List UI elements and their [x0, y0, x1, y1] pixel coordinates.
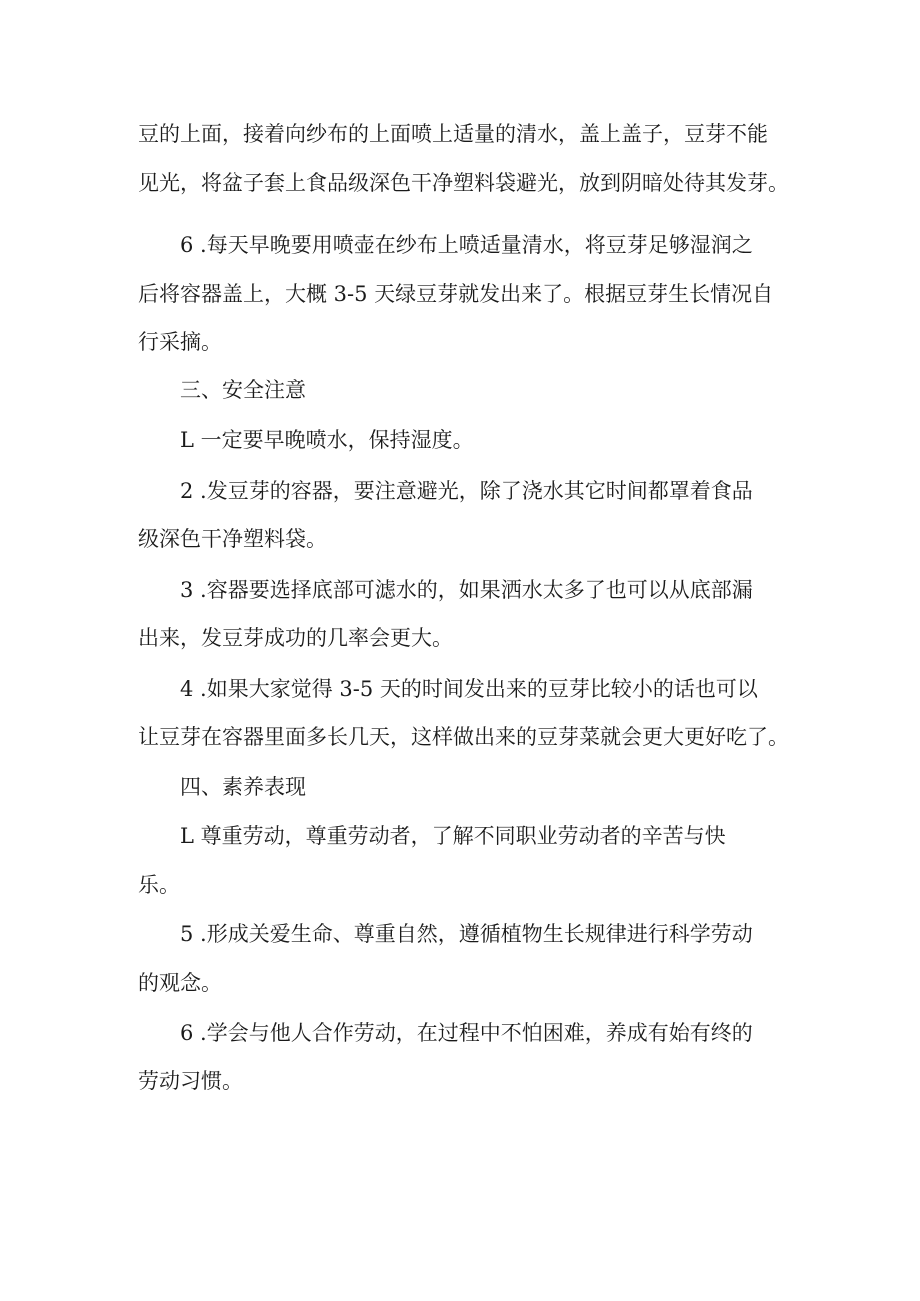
paragraph-line: 豆的上面，接着向纱布的上面喷上适量的清水，盖上盖子，豆芽不能	[138, 122, 768, 146]
list-item-line: 6 .学会与他人合作劳动，在过程中不怕困难，养成有始有终的	[180, 1021, 753, 1045]
list-item-line: L 尊重劳动，尊重劳动者，了解不同职业劳动者的辛苦与快	[180, 824, 726, 848]
paragraph-line: 乐。	[138, 873, 180, 897]
paragraph-line: 后将容器盖上，大概 3-5 天绿豆芽就发出来了。根据豆芽生长情况自	[138, 282, 774, 306]
paragraph-line: 行采摘。	[138, 330, 222, 354]
paragraph-line: 的观念。	[138, 971, 222, 995]
list-item-line: 6 .每天早晚要用喷壶在纱布上喷适量清水，将豆芽足够湿润之	[180, 233, 753, 257]
list-item-line: 3 .容器要选择底部可滤水的，如果洒水太多了也可以从底部漏	[180, 578, 753, 602]
list-item-line: 2 .发豆芽的容器，要注意避光，除了浇水其它时间都罩着食品	[180, 479, 753, 503]
section-heading: 四、素养表现	[180, 775, 306, 799]
list-item-line: 4 .如果大家觉得 3-5 天的时间发出来的豆芽比较小的话也可以	[180, 677, 758, 701]
list-item-line: L 一定要早晚喷水，保持湿度。	[180, 428, 474, 452]
paragraph-line: 级深色干净塑料袋。	[138, 527, 327, 551]
paragraph-line: 见光，将盆子套上食品级深色干净塑料袋避光，放到阴暗处待其发芽。	[138, 171, 789, 195]
paragraph-line: 劳动习惯。	[138, 1069, 243, 1093]
paragraph-line: 让豆芽在容器里面多长几天，这样做出来的豆芽菜就会更大更好吃了。	[138, 725, 789, 749]
section-heading: 三、安全注意	[180, 378, 306, 402]
list-item-line: 5 .形成关爱生命、尊重自然，遵循植物生长规律进行科学劳动	[180, 922, 753, 946]
paragraph-line: 出来，发豆芽成功的几率会更大。	[138, 626, 453, 650]
